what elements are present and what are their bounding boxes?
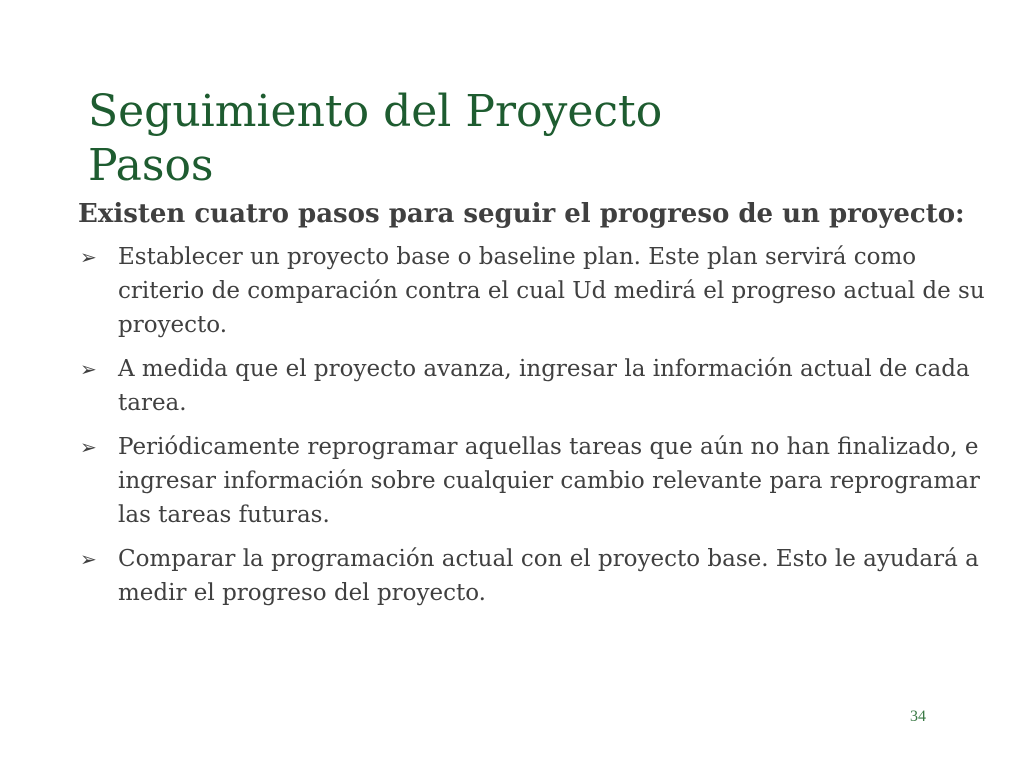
page-number: 34 (910, 708, 926, 725)
arrowhead-bullet-icon: ➢ (80, 547, 97, 571)
title-line-1: Seguimiento del Proyecto (88, 86, 663, 138)
arrowhead-bullet-icon: ➢ (80, 435, 97, 459)
bullet-text: A medida que el proyecto avanza, ingresar la información actual de cada tarea. (118, 356, 970, 416)
bullet-text: Establecer un proyecto base o baseline plan. Este plan servirá como criterio de comparación contra el cual Ud medirá el progreso actual de su proyecto. (118, 244, 985, 338)
slide-title (88, 85, 988, 193)
bullet-item (78, 352, 998, 420)
bullet-item (78, 240, 998, 342)
bullet-item (78, 542, 998, 610)
arrowhead-bullet-icon: ➢ (80, 245, 97, 269)
slide-body (78, 196, 998, 620)
intro-text: Existen cuatro pasos para seguir el progreso de un proyecto: (78, 199, 965, 229)
bullet-text: Comparar la programación actual con el proyecto base. Esto le ayudará a medir el progreso del proyecto. (118, 546, 979, 606)
title-line-2: Pasos (88, 140, 214, 192)
bullet-item (78, 430, 998, 532)
bullet-list (78, 240, 998, 610)
bullet-text: Periódicamente reprogramar aquellas tareas que aún no han finalizado, e ingresar información sobre cualquier cambio relevante para reprogramar las tareas futuras. (118, 434, 980, 528)
arrowhead-bullet-icon: ➢ (80, 357, 97, 381)
